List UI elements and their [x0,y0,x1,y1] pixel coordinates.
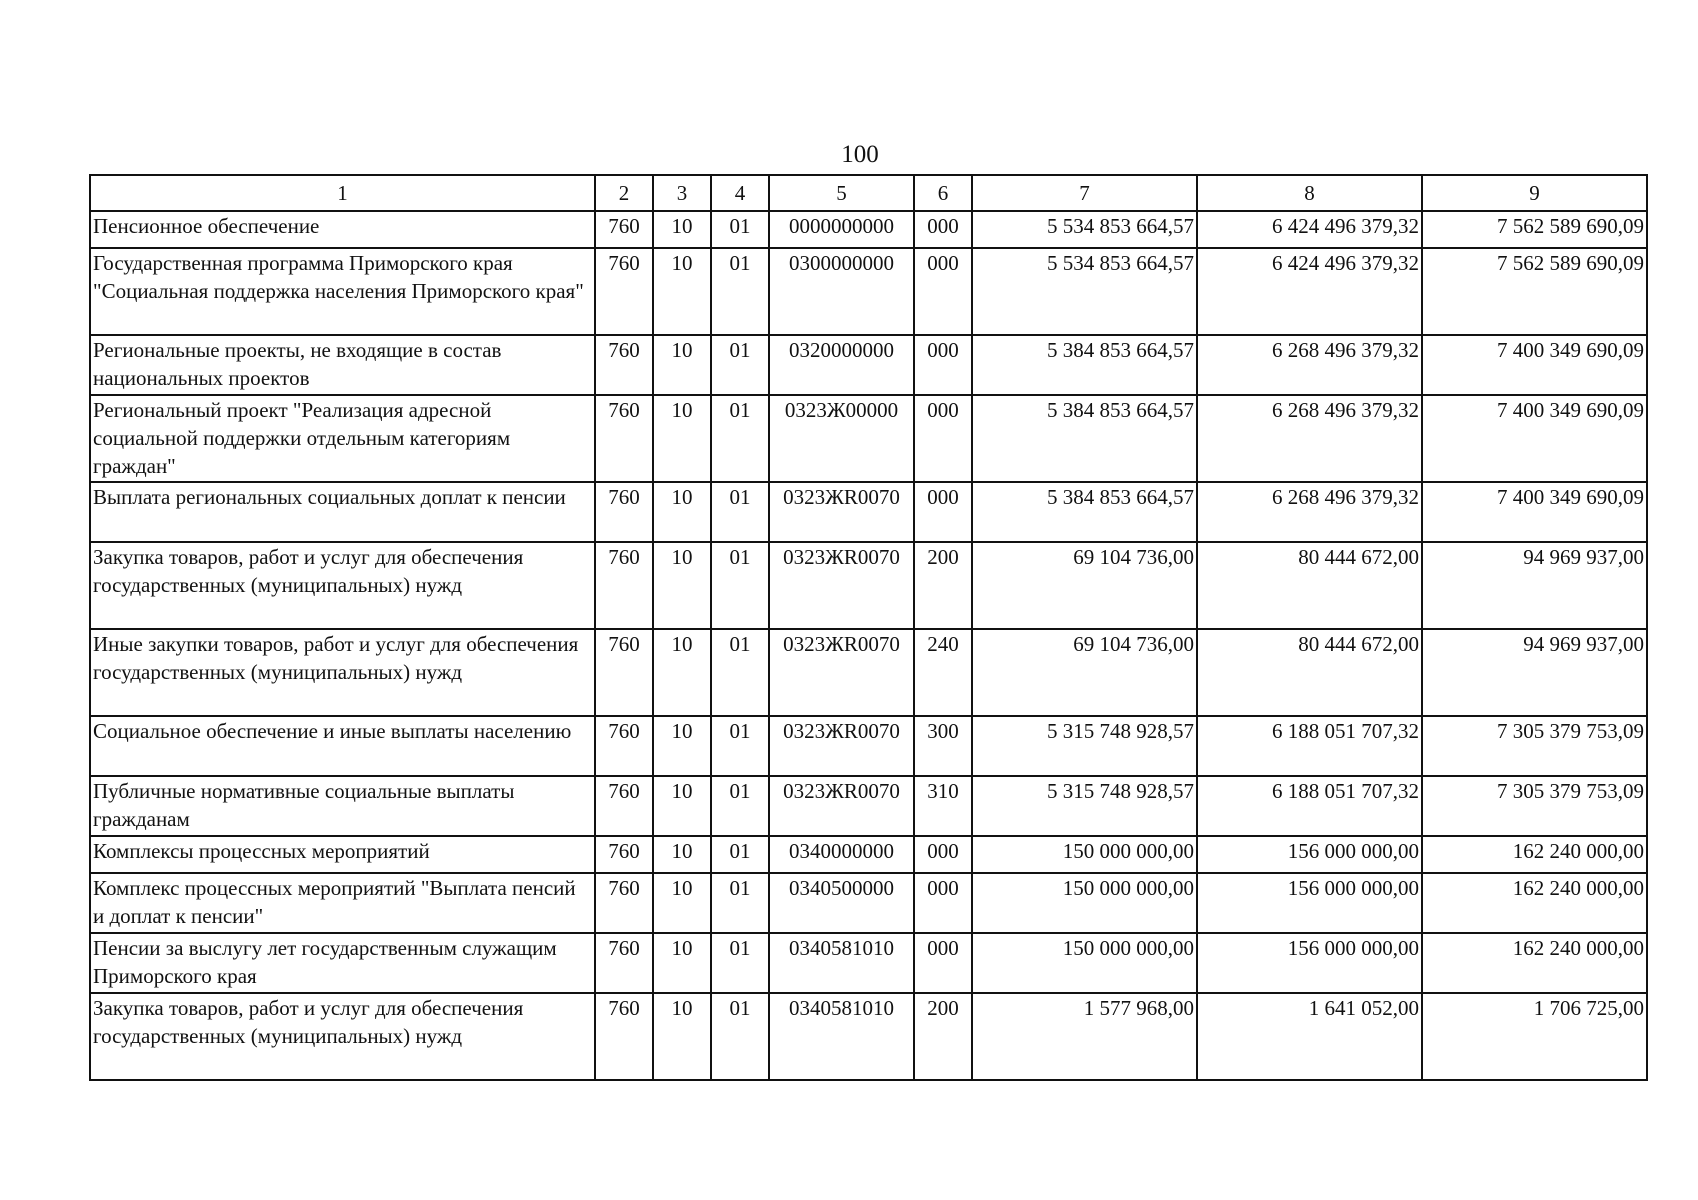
row-target: 0323ЖR0070 [769,629,914,716]
row-year2: 6 424 496 379,32 [1197,211,1422,248]
row-year2: 80 444 672,00 [1197,542,1422,629]
row-target: 0340581010 [769,933,914,993]
row-grbs: 760 [595,933,653,993]
table-row [90,335,1647,395]
row-year1: 5 384 853 664,57 [972,395,1197,482]
row-year3: 7 400 349 690,09 [1422,335,1647,395]
row-section: 10 [653,933,711,993]
row-year1: 5 534 853 664,57 [972,248,1197,335]
row-name: Выплата региональных социальных доплат к пенсии [90,482,595,542]
row-target: 0320000000 [769,335,914,395]
row-subsection: 01 [711,629,769,716]
row-expense-type: 200 [914,993,972,1080]
row-target: 0340581010 [769,993,914,1080]
table-row [90,211,1647,248]
row-year3: 1 706 725,00 [1422,993,1647,1080]
table-row [90,776,1647,836]
row-expense-type: 200 [914,542,972,629]
column-header-grbs: 2 [595,175,653,211]
row-year2: 6 268 496 379,32 [1197,482,1422,542]
row-name: Публичные нормативные социальные выплаты гражданам [90,776,595,836]
row-target: 0340000000 [769,836,914,873]
row-year2: 6 268 496 379,32 [1197,395,1422,482]
row-year3: 162 240 000,00 [1422,933,1647,993]
row-section: 10 [653,836,711,873]
row-year1: 69 104 736,00 [972,629,1197,716]
row-expense-type: 000 [914,395,972,482]
row-target: 0323Ж00000 [769,395,914,482]
row-year2: 80 444 672,00 [1197,629,1422,716]
row-year1: 69 104 736,00 [972,542,1197,629]
row-section: 10 [653,395,711,482]
row-subsection: 01 [711,716,769,776]
row-year1: 5 384 853 664,57 [972,482,1197,542]
row-section: 10 [653,482,711,542]
row-grbs: 760 [595,836,653,873]
row-name: Социальное обеспечение и иные выплаты населению [90,716,595,776]
row-subsection: 01 [711,873,769,933]
row-year1: 150 000 000,00 [972,933,1197,993]
column-header-target: 5 [769,175,914,211]
row-grbs: 760 [595,776,653,836]
row-section: 10 [653,993,711,1080]
row-year3: 94 969 937,00 [1422,542,1647,629]
row-subsection: 01 [711,542,769,629]
column-header-year3: 9 [1422,175,1647,211]
budget-table [89,174,1648,1081]
row-expense-type: 000 [914,836,972,873]
table-row [90,993,1647,1080]
row-name: Закупка товаров, работ и услуг для обеспечения государственных (муниципальных) нужд [90,993,595,1080]
row-expense-type: 000 [914,248,972,335]
row-target: 0323ЖR0070 [769,716,914,776]
row-subsection: 01 [711,395,769,482]
row-year3: 94 969 937,00 [1422,629,1647,716]
row-grbs: 760 [595,629,653,716]
row-grbs: 760 [595,542,653,629]
row-subsection: 01 [711,248,769,335]
table-row [90,873,1647,933]
row-year3: 7 562 589 690,09 [1422,248,1647,335]
row-year2: 156 000 000,00 [1197,933,1422,993]
row-grbs: 760 [595,335,653,395]
row-section: 10 [653,335,711,395]
row-target: 0340500000 [769,873,914,933]
row-target: 0323ЖR0070 [769,776,914,836]
row-section: 10 [653,873,711,933]
row-expense-type: 000 [914,335,972,395]
row-year2: 156 000 000,00 [1197,836,1422,873]
row-expense-type: 310 [914,776,972,836]
row-target: 0323ЖR0070 [769,542,914,629]
row-grbs: 760 [595,482,653,542]
row-name: Комплексы процессных мероприятий [90,836,595,873]
table-row [90,395,1647,482]
row-name: Пенсии за выслугу лет государственным служащим Приморского края [90,933,595,993]
table-row [90,542,1647,629]
row-year2: 1 641 052,00 [1197,993,1422,1080]
page-number: 100 [841,141,879,168]
row-year3: 7 305 379 753,09 [1422,716,1647,776]
row-year1: 5 315 748 928,57 [972,776,1197,836]
row-target: 0000000000 [769,211,914,248]
row-year2: 156 000 000,00 [1197,873,1422,933]
row-grbs: 760 [595,395,653,482]
row-target: 0300000000 [769,248,914,335]
row-target: 0323ЖR0070 [769,482,914,542]
row-grbs: 760 [595,211,653,248]
row-subsection: 01 [711,993,769,1080]
row-subsection: 01 [711,933,769,993]
table-row [90,248,1647,335]
row-grbs: 760 [595,716,653,776]
row-subsection: 01 [711,335,769,395]
row-grbs: 760 [595,873,653,933]
table-row [90,716,1647,776]
row-name: Региональные проекты, не входящие в состав национальных проектов [90,335,595,395]
row-name: Государственная программа Приморского края "Социальная поддержка населения Приморского края" [90,248,595,335]
row-section: 10 [653,248,711,335]
row-section: 10 [653,211,711,248]
row-name: Комплекс процессных мероприятий "Выплата пенсий и доплат к пенсии" [90,873,595,933]
row-year2: 6 188 051 707,32 [1197,716,1422,776]
row-subsection: 01 [711,211,769,248]
row-year2: 6 268 496 379,32 [1197,335,1422,395]
row-grbs: 760 [595,248,653,335]
header-row [90,175,1647,211]
row-name: Пенсионное обеспечение [90,211,595,248]
row-year3: 7 400 349 690,09 [1422,395,1647,482]
row-name: Закупка товаров, работ и услуг для обеспечения государственных (муниципальных) нужд [90,542,595,629]
row-year2: 6 188 051 707,32 [1197,776,1422,836]
column-header-section: 3 [653,175,711,211]
row-year1: 5 315 748 928,57 [972,716,1197,776]
row-grbs: 760 [595,993,653,1080]
row-expense-type: 000 [914,211,972,248]
row-year1: 5 384 853 664,57 [972,335,1197,395]
row-section: 10 [653,776,711,836]
row-year3: 162 240 000,00 [1422,836,1647,873]
column-header-expense-type: 6 [914,175,972,211]
row-year1: 150 000 000,00 [972,836,1197,873]
row-section: 10 [653,629,711,716]
row-year3: 7 400 349 690,09 [1422,482,1647,542]
column-header-subsection: 4 [711,175,769,211]
row-year3: 7 562 589 690,09 [1422,211,1647,248]
table-row [90,482,1647,542]
row-expense-type: 300 [914,716,972,776]
row-expense-type: 000 [914,873,972,933]
row-section: 10 [653,716,711,776]
row-year2: 6 424 496 379,32 [1197,248,1422,335]
row-name: Региональный проект "Реализация адресной социальной поддержки отдельным категориям граждан" [90,395,595,482]
column-header-name: 1 [90,175,595,211]
row-year1: 5 534 853 664,57 [972,211,1197,248]
table-row [90,629,1647,716]
row-subsection: 01 [711,776,769,836]
table-row [90,836,1647,873]
row-expense-type: 240 [914,629,972,716]
table-row [90,933,1647,993]
row-year1: 1 577 968,00 [972,993,1197,1080]
column-header-year2: 8 [1197,175,1422,211]
row-year1: 150 000 000,00 [972,873,1197,933]
row-expense-type: 000 [914,482,972,542]
row-name: Иные закупки товаров, работ и услуг для обеспечения государственных (муниципальных) нужд [90,629,595,716]
row-expense-type: 000 [914,933,972,993]
row-year3: 162 240 000,00 [1422,873,1647,933]
row-section: 10 [653,542,711,629]
row-subsection: 01 [711,482,769,542]
row-year3: 7 305 379 753,09 [1422,776,1647,836]
row-subsection: 01 [711,836,769,873]
column-header-year1: 7 [972,175,1197,211]
